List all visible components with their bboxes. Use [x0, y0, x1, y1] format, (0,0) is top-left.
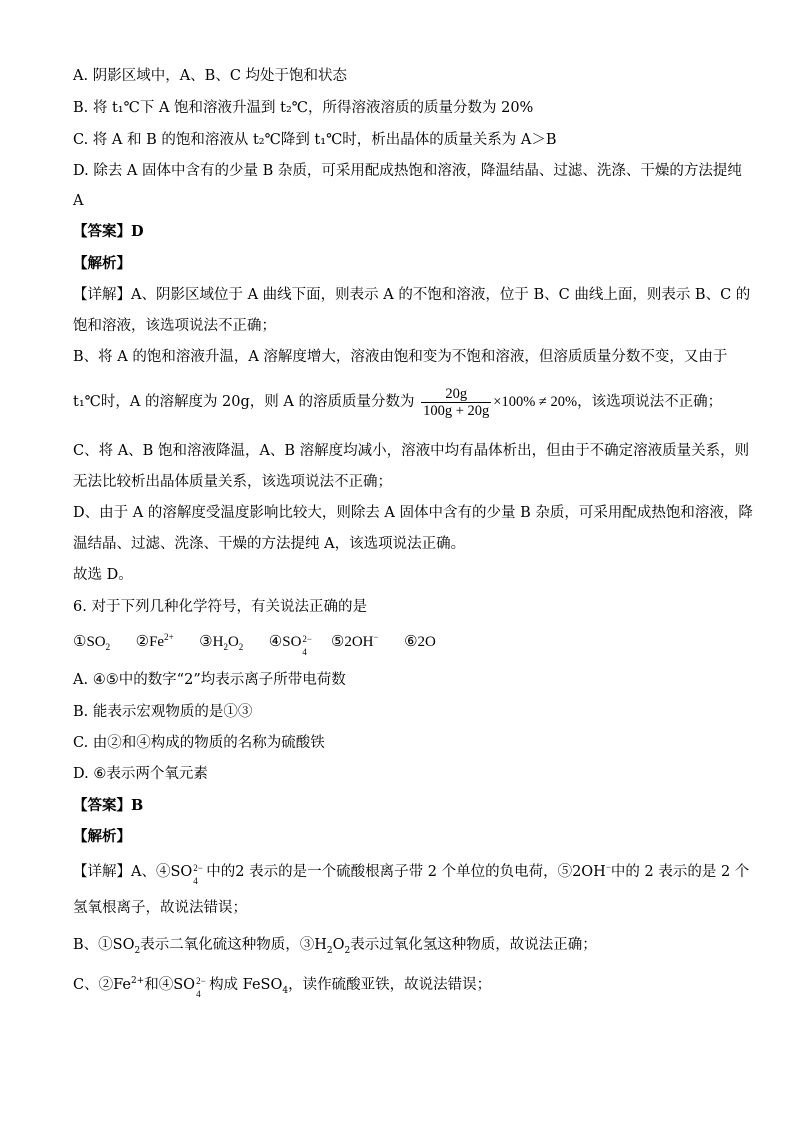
q5-analysis-label: 【解析】 [73, 255, 131, 272]
q6-detail-line-4: C、$②Fe^{2+}$和④SO 2− 4 构成 FeSO$_4$，读作硫酸亚铁，故说法错误； [73, 976, 492, 999]
symbol-h2o2: $③H_2O_2$ [199, 634, 244, 652]
mass-fraction-formula [421, 386, 491, 419]
q5-option-d: D. 除去 A 固体中含有的少量 B 杂质，可采用配成热饱和溶液，降温结晶、过滤、洗涤、干燥的方法提纯 [73, 163, 742, 179]
q5-detail-line-4 [73, 384, 722, 420]
symbol-2o: ⑥2O [404, 634, 436, 650]
q5-option-c: C. 将 A 和 B 的饱和溶液从 t₂℃降到 t₁℃时，析出晶体的质量关系为 A＞B [73, 132, 557, 148]
q5-detail-line-3: B、将 A 的饱和溶液升温，A 溶解度增大，溶液由饱和变为不饱和溶液，但溶质质量分数不变，又由于 [73, 349, 728, 365]
q5-option-a: A. 阴影区域中，A、B、C 均处于饱和状态 [73, 68, 348, 84]
q5-answer: 【答案】D [73, 223, 144, 240]
fraction-numerator: 20g [421, 386, 491, 403]
q5-option-b: B. 将 t₁℃下 A 饱和溶液升温到 t₂℃，所得溶液溶质的质量分数为 20% [73, 100, 534, 116]
symbol-fe2plus: $②Fe^{2+}$ [135, 632, 174, 650]
fraction-denominator: 100g + 20g [423, 402, 490, 419]
q5-detail-line-8: 温结晶、过滤、洗涤、干燥的方法提纯 A，该选项说法正确。 [73, 536, 466, 552]
q6-detail-line-3: B、$①SO_2$表示二氧化硫这种物质，$③H_2O_2$表示过氧化氢这种物质，故说法正确； [73, 937, 597, 956]
q6-stem: 6. 对于下列几种化学符号，有关说法正确的是 [73, 599, 367, 615]
q5-detail-line-2: 饱和溶液，该选项说法不正确； [73, 318, 276, 334]
q5-detail-line-5: C、将 A、B 饱和溶液降温，A、B 溶解度均减小，溶液中均有晶体析出，但由于不确定溶液质量关系，则 [73, 443, 750, 459]
q6-option-b: B. 能表示宏观物质的是①③ [73, 704, 253, 720]
q6-option-a: A. ④⑤中的数字“2”均表示离子所带电荷数 [73, 672, 346, 688]
q5-detail-line-7: D、由于 A 的溶解度受温度影响比较大，则除去 A 固体中含有的少量 B 杂质，可采用配成热饱和溶液，降 [73, 505, 753, 521]
q5-detail-line-1: 【详解】A、阴影区域位于 A 曲线下面，则表示 A 的不饱和溶液，位于 B、C 曲线上面，则表示 B、C 的 [73, 287, 751, 303]
q5-detail-line-6: 无法比较析出晶体质量关系，该选项说法不正确； [73, 474, 392, 490]
q5-detail-line-4-text: t₁℃时，A 的溶解度为 20g，则 A 的溶质质量分数为 [73, 394, 415, 410]
q6-option-d: D. ⑥表示两个氧元素 [73, 766, 208, 782]
symbol-sulfate: ④SO 2− 4 [268, 633, 312, 657]
q6-detail-line-2: 氢氧根离子，故说法错误； [73, 900, 247, 916]
q5-conclusion: 故选 D。 [73, 567, 133, 583]
q6-detail-line-1: 【详解】A、④SO 2− 4 中的2 表示的是一个硫酸根离子带 2 个单位的负电荷，⑤2OH−中的 2 表示的是 2 个 [73, 862, 750, 886]
symbol-2oh: ⑤2OH− [330, 632, 379, 650]
q6-option-c: C. 由②和④构成的物质的名称为硫酸铁 [73, 735, 325, 751]
q5-option-d-cont: A [73, 193, 84, 209]
fraction-tail: ×100% ≠ 20% [493, 394, 578, 410]
q6-answer: 【答案】B [73, 797, 144, 814]
symbol-so2: $①SO_2$ [73, 634, 111, 652]
q6-analysis-label: 【解析】 [73, 828, 131, 845]
q6-symbols [73, 632, 436, 657]
q5-detail-line-4-end: ，该选项说法不正确； [577, 394, 723, 410]
